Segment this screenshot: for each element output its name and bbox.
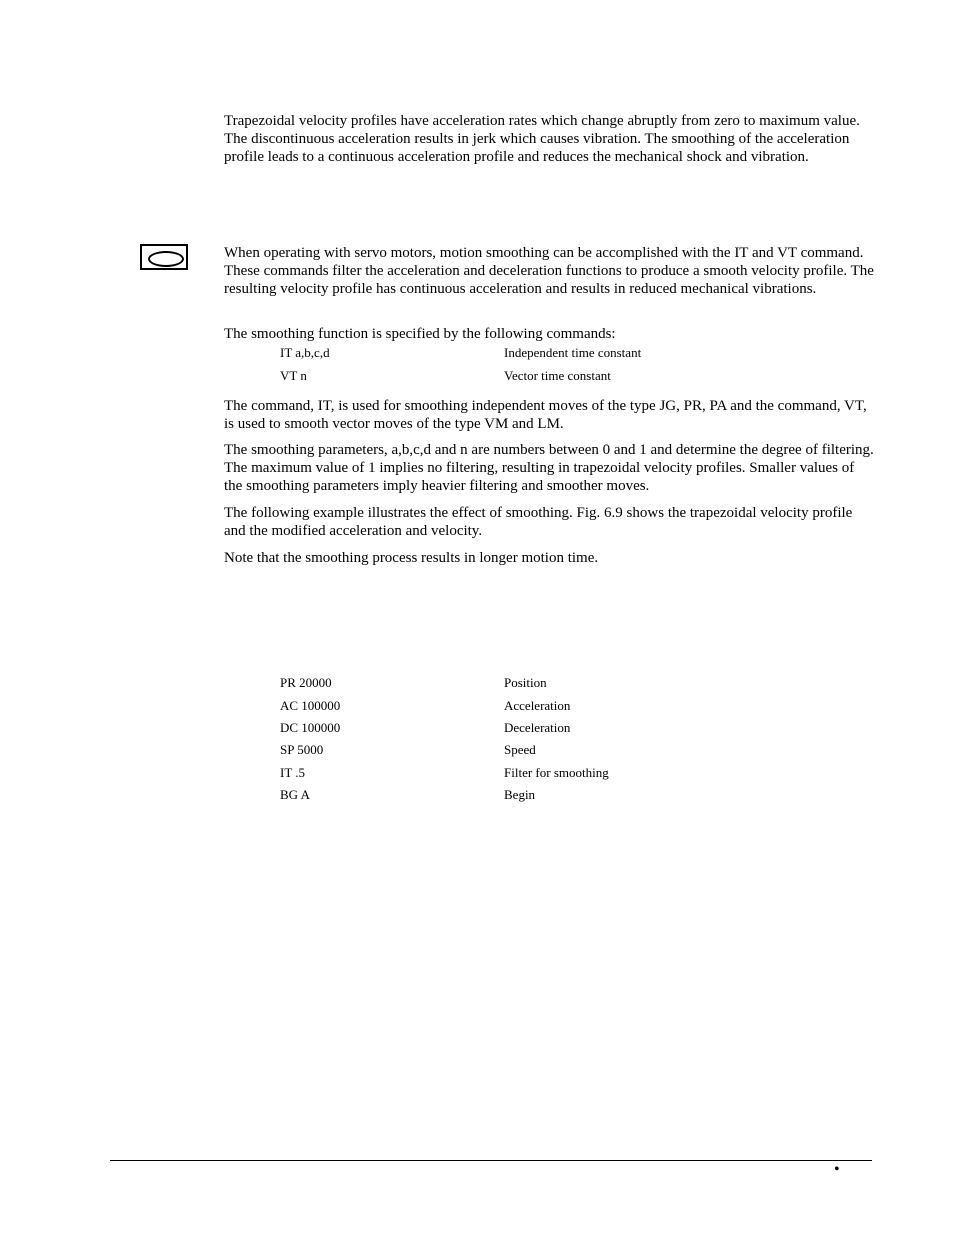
footer-rule	[110, 1160, 872, 1161]
example-command: AC 100000	[280, 698, 341, 713]
example-description: Speed	[504, 742, 536, 757]
command-paragraph: The command, IT, is used for smoothing independent moves of the type JG, PR, PA and the command, VT, is used to smooth vector moves of the type VM and LM.	[224, 398, 867, 432]
example-row	[280, 764, 880, 782]
servo-paragraph: When operating with servo motors, motion smoothing can be accomplished with the IT and VT command. These commands filter the acceleration and deceleration functions to produce a smooth velocity profile. The resulting velocity profile has continuous acceleration and results in reduced mechanical vibrations.	[224, 245, 874, 297]
example-row	[280, 786, 880, 804]
intro-paragraph: Trapezoidal velocity profiles have acceleration rates which change abruptly from zero to maximum value. The discontinuous acceleration results in jerk which causes vibration. The smoothing of the acceleration profile leads to a continuous acceleration profile and reduces the mechanical shock and vibration.	[224, 113, 860, 165]
example-row	[280, 697, 880, 715]
oval-note-icon	[140, 244, 188, 270]
spec-row	[280, 344, 880, 362]
spec-command: VT n	[280, 368, 307, 383]
oval-shape	[148, 251, 184, 267]
spec-description: Independent time constant	[504, 345, 642, 360]
example-description: Position	[504, 675, 547, 690]
example-row	[280, 674, 880, 692]
spec-command: IT a,b,c,d	[280, 345, 330, 360]
example-description: Deceleration	[504, 720, 571, 735]
example-paragraph: The following example illustrates the effect of smoothing. Fig. 6.9 shows the trapezoidal velocity profile and the modified acceleration and velocity.	[224, 505, 853, 539]
example-command: BG A	[280, 787, 310, 802]
example-command: IT .5	[280, 765, 306, 780]
example-description: Begin	[504, 787, 536, 802]
spec-description: Vector time constant	[504, 368, 611, 383]
example-command: DC 100000	[280, 720, 341, 735]
spec-row	[280, 367, 880, 385]
example-description: Acceleration	[504, 698, 571, 713]
example-command: SP 5000	[280, 742, 324, 757]
example-row	[280, 741, 880, 759]
note-paragraph: Note that the smoothing process results in longer motion time.	[224, 550, 599, 566]
example-row	[280, 719, 880, 737]
params-paragraph: The smoothing parameters, a,b,c,d and n are numbers between 0 and 1 and determine the degree of filtering. The maximum value of 1 implies no filtering, resulting in trapezoidal velocity profiles. Smaller values of the smoothing parameters imply heavier filtering and smoother moves.	[224, 442, 874, 494]
example-command: PR 20000	[280, 675, 332, 690]
example-description: Filter for smoothing	[504, 765, 609, 780]
spec-intro-paragraph: The smoothing function is specified by the following commands:	[224, 326, 616, 342]
footer-bullet: •	[834, 1161, 840, 1178]
